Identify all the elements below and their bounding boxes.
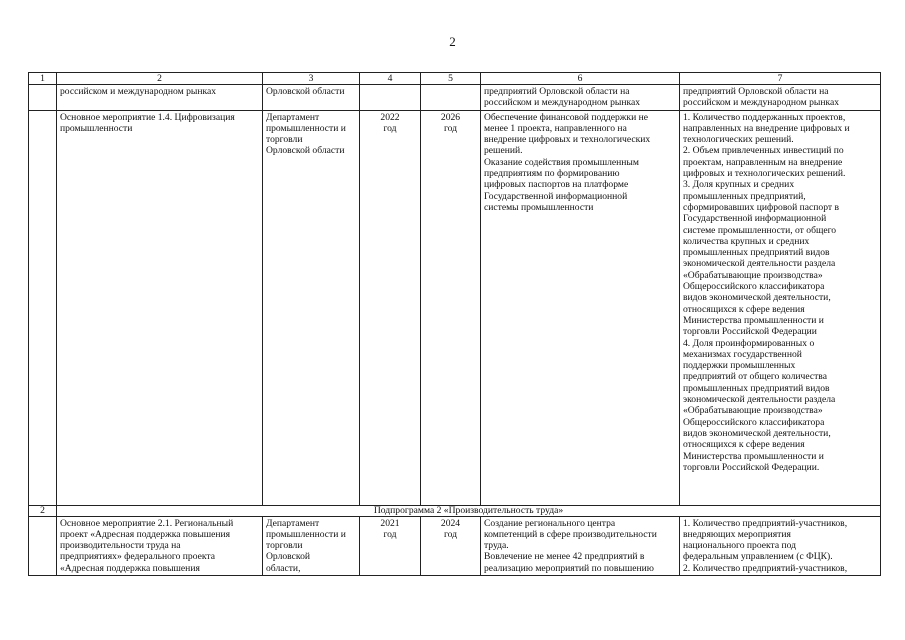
header-cell: 2	[57, 73, 263, 85]
start-year-cell: 2021 год	[360, 516, 421, 575]
measure-name-cell: Основное мероприятие 1.4. Цифровизация промышленности	[57, 110, 263, 505]
measure-name-cell: Основное мероприятие 2.1. Региональный проект «Адресная поддержка повышения производительности труда на предприятиях» федерального проекта «Адресная поддержка повышения	[57, 516, 263, 575]
indicator-link-cell: 1. Количество поддержанных проектов, направленных на внедрение цифровых и технологических решений. 2. Объем привлеченных инвестиций по проектам, направленным на внедрение цифровых и технологических решений. 3. Доля крупных и средних промышленных предприятий, сформировавших цифровой паспорт в Государственной информационной системе промышленности, от общего количества крупных и средних промышленных предприятий видов экономической деятельности раздела «Обрабатывающие производства» Общероссийского классификатора видов экономической деятельности, относящихся к сфере ведения Министерства промышленности и торговли Российской Федерации 4. Доля проинформированных о механизмах государственной поддержки промышленных предприятий от общего количества промышленных предприятий видов экономической деятельности раздела «Обрабатывающие производства» Общероссийского классификатора видов экономической деятельности, относящихся к сфере ведения Министерства промышленности и торговли Российской Федерации.	[680, 110, 881, 505]
page-number: 2	[449, 34, 456, 49]
row-number-cell	[29, 85, 57, 111]
table-row	[29, 516, 881, 575]
table-row	[29, 85, 881, 111]
header-cell: 1	[29, 73, 57, 85]
executor-cell: Департамент промышленности и торговли Орловской области,	[263, 516, 360, 575]
end-year-cell	[421, 85, 481, 111]
header-cell: 6	[481, 73, 680, 85]
start-year-cell	[360, 85, 421, 111]
end-year-cell: 2026 год	[421, 110, 481, 505]
row-number-cell	[29, 110, 57, 505]
header-cell: 3	[263, 73, 360, 85]
executor-cell: Орловской области	[263, 85, 360, 111]
subprogram-number-cell: 2	[29, 505, 57, 516]
indicator-link-cell: предприятий Орловской области на российском и международном рынках	[680, 85, 881, 111]
program-measures-table	[28, 72, 881, 576]
table-row	[29, 110, 881, 505]
start-year-cell: 2022 год	[360, 110, 421, 505]
indicator-link-cell: 1. Количество предприятий-участников, внедряющих мероприятия национального проекта под федеральным управлением (с ФЦК). 2. Количество предприятий-участников,	[680, 516, 881, 575]
executor-cell: Департамент промышленности и торговли Орловской области	[263, 110, 360, 505]
end-year-cell: 2024 год	[421, 516, 481, 575]
table-header-row	[29, 73, 881, 85]
header-cell: 4	[360, 73, 421, 85]
expected-result-cell: Создание регионального центра компетенций в сфере производительности труда. Вовлечение не менее 42 предприятий в реализацию мероприятий по повышению	[481, 516, 680, 575]
expected-result-cell: Обеспечение финансовой поддержки не менее 1 проекта, направленного на внедрение цифровых и технологических решений. Оказание содействия промышленным предприятиям по формированию цифровых паспортов на платформе Государственной информационной системы промышленности	[481, 110, 680, 505]
row-number-cell	[29, 516, 57, 575]
header-cell: 7	[680, 73, 881, 85]
header-cell: 5	[421, 73, 481, 85]
expected-result-cell: предприятий Орловской области на российском и международном рынках	[481, 85, 680, 111]
measure-name-cell: российском и международном рынках	[57, 85, 263, 111]
subprogram-title: Подпрограмма 2 «Производительность труда»	[57, 505, 881, 516]
subprogram-row	[29, 505, 881, 516]
